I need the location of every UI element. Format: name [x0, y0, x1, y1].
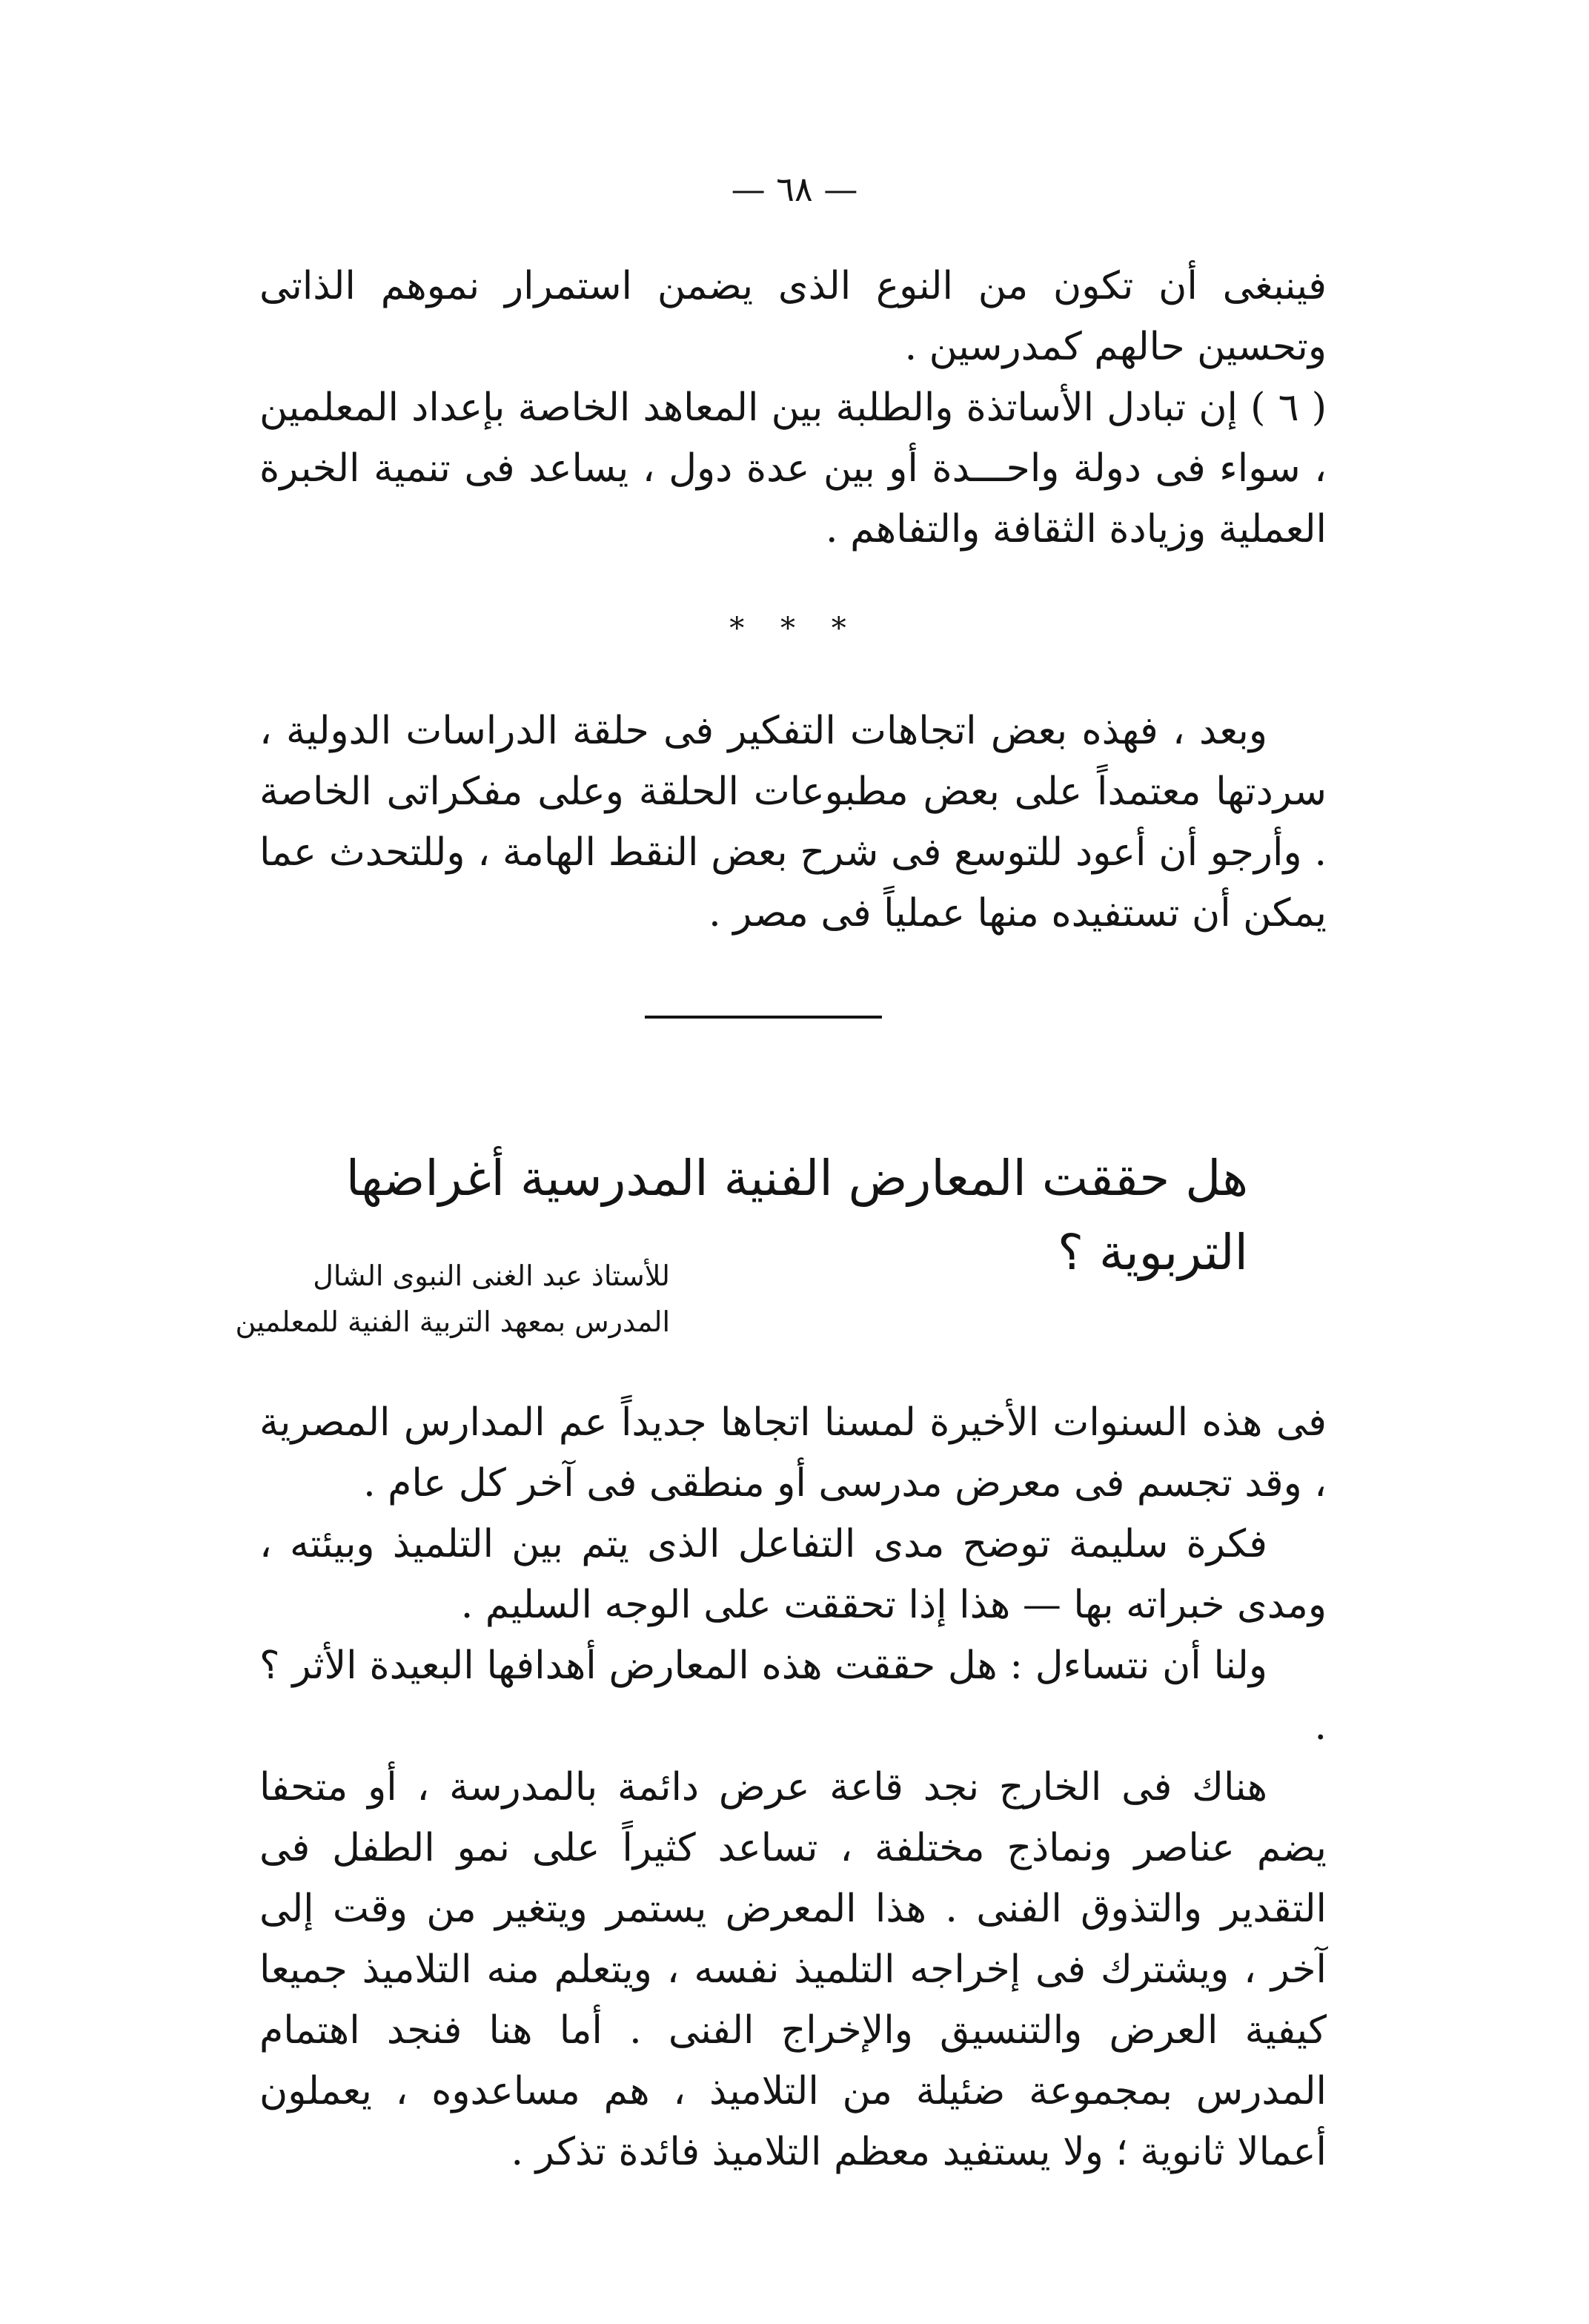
section-separator-stars: * * * [729, 612, 860, 646]
top-section [259, 256, 1327, 560]
article-byline [225, 1253, 670, 1345]
article-paragraph: فكرة سليمة توضح مدى التفاعل الذى يتم بين التلميذ وبيئته ، ومدى خبراته بها — هذا إذا تحققت على الوجه السليم . [259, 1522, 1327, 1627]
article-paragraph: فى هذه السنوات الأخيرة لمسنا اتجاها جديداً عم المدارس المصرية ، وقد تجسم فى معرض مدرسى أو منطقى فى آخر كل عام . [259, 1400, 1327, 1506]
continuation-paragraph: فينبغى أن تكون من النوع الذى يضمن استمرار نموهم الذاتى وتحسين حالهم كمدرسين . [259, 264, 1327, 369]
closing-paragraph: وبعد ، فهذه بعض اتجاهات التفكير فى حلقة الدراسات الدولية ، سردتها معتمداً على بعض مطبوعات الحلقة وعلى مفكراتى الخاصة . وأرجو أن أعود للتوسع فى شرح بعض النقط الهامة ، وللتحدث عما يمكن أن تستفيده منها عملياً فى مصر . [259, 709, 1327, 936]
horizontal-divider [645, 1016, 882, 1019]
article-title: هل حققت المعارض الفنية المدرسية أغراضها التربوية ؟ [345, 1150, 1248, 1281]
article-paragraph: ولنا أن نتساءل : هل حققت هذه المعارض أهدافها البعيدة الأثر ؟ . [259, 1643, 1327, 1749]
author-affiliation: المدرس بمعهد التربية الفنية للمعلمين [235, 1305, 670, 1338]
closing-section [259, 701, 1327, 944]
article-author: للأستاذ عبد الغنى النبوى الشال [313, 1259, 670, 1292]
article-paragraph: هناك فى الخارج نجد قاعة عرض دائمة بالمدرسة ، أو متحفا يضم عناصر ونماذج مختلفة ، تساعد كثيراً على نمو الطفل فى التقدير والتذوق الفنى . هذا المعرض يستمر ويتغير من وقت إلى آخر ، ويشترك فى إخراجه التلميذ نفسه ، ويتعلم منه التلاميذ جميعا كيفية العرض والتنسيق والإخراج الفنى . أما هنا فنجد اهتمام المدرس بمجموعة ضئيلة من التلاميذ ، هم مساعدوه ، يعملون أعمالا ثانوية ؛ ولا يستفيد معظم التلاميذ فائدة تذكر . [259, 1765, 1327, 2174]
page-number: — ٦٨ — [731, 169, 858, 209]
article-body [259, 1392, 1327, 2182]
numbered-paragraph-6: ( ٦ ) إن تبادل الأساتذة والطلبة بين المعاهد الخاصة بإعداد المعلمين ، سواء فى دولة واحـــدة أو بين عدة دول ، يساعد فى تنمية الخبرة العملية وزيادة الثقافة والتفاهم . [259, 385, 1327, 552]
